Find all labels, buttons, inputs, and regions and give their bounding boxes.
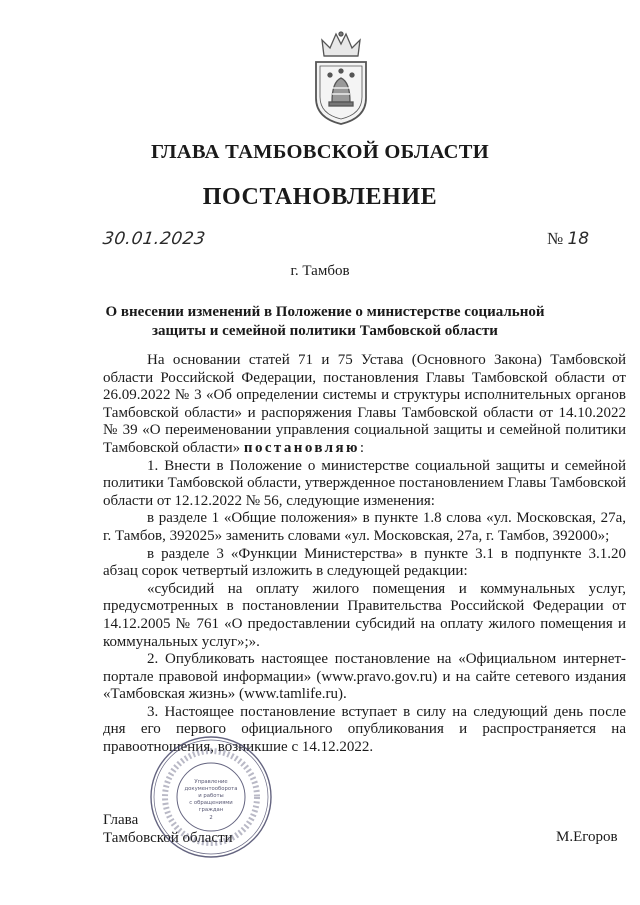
decree-colon: : (359, 439, 365, 456)
office-stamp (148, 734, 274, 860)
signature-position-line1: Глава (103, 812, 139, 828)
paragraph-1b: в разделе 3 «Функции Министерства» в пункте 3.1 в подпункте 3.1.20 абзац сорок четвертый изложить в следующей редакции: (103, 545, 626, 580)
stamp-line-5: граждан (198, 807, 224, 813)
number-label: № (547, 229, 564, 248)
document-type-title: ПОСТАНОВЛЕНИЕ (202, 184, 438, 210)
stamp-line-2: документооборота (184, 786, 238, 792)
paragraph-1c: «субсидий на оплату жилого помещения и коммунальных услуг, предусмотренных в постановлении Правительства Российской Федерации от 14.12.2005 № 761 «О предоставлении субсидий на оплату жилого помещения и коммунальных услуг»;». (103, 580, 626, 650)
paragraph-1: 1. Внести в Положение о министерстве социальной защиты и семейной политики Тамбовской области, утвержденное постановлением Главы Тамбовской области от 12.12.2022 № 56, следующие изменения: (103, 457, 626, 509)
preamble-paragraph (103, 352, 626, 458)
paragraph-3: 3. Настоящее постановление вступает в силу на следующий день после дня его первого официального опубликования и распространяется на правоотношения, возникшие с 14.12.2022. (103, 703, 626, 756)
decree-word: постановляю (243, 439, 360, 456)
city-name: г. Тамбов (290, 263, 350, 279)
authority-title: ГЛАВА ТАМБОВСКОЙ ОБЛАСТИ (150, 141, 490, 163)
coat-of-arms-emblem (310, 30, 372, 128)
stamp-line-1: Управление (194, 779, 228, 785)
handwritten-date: 30.01.2023 (101, 229, 207, 249)
stamp-line-3: и работы (198, 793, 224, 799)
document-body (103, 352, 626, 757)
paragraph-1a: в разделе 1 «Общие положения» в пункте 1.8 слова «ул. Московская, 27а, г. Тамбов, 392025» заменить словами «ул. Московская, 27а, г. Тамбов, 392000»; (103, 510, 626, 544)
stamp-line-4: с обращениями (189, 800, 233, 806)
signature-name: М.Егоров (556, 829, 618, 845)
document-number (547, 229, 589, 249)
document-subject: О внесении изменений в Положение о министерстве социальной защиты и семейной политики Тамбовской области (105, 304, 545, 339)
preamble-text: На основании статей 71 и 75 Устава (Основного Закона) Тамбовской области Российской Федерации, постановления Главы Тамбовской области от 26.09.2022 № 3 «Об определении системы и структуры исполнительных органов Тамбовской области» и распоряжения Главы Тамбовской области от 14.10.2022 № 39 «О переименовании управления социальной защиты и семейной политики Тамбовской области» (103, 352, 626, 456)
paragraph-2: 2. Опубликовать настоящее постановление на «Официальном интернет-портале правовой информации» (www.pravo.gov.ru) и на сайте сетевого издания «Тамбовская жизнь» (www.tamlife.ru). (103, 651, 626, 703)
signature-position-line2: Тамбовской области (103, 829, 233, 846)
stamp-line-6: 2 (209, 815, 213, 821)
handwritten-number: 18 (567, 229, 590, 249)
